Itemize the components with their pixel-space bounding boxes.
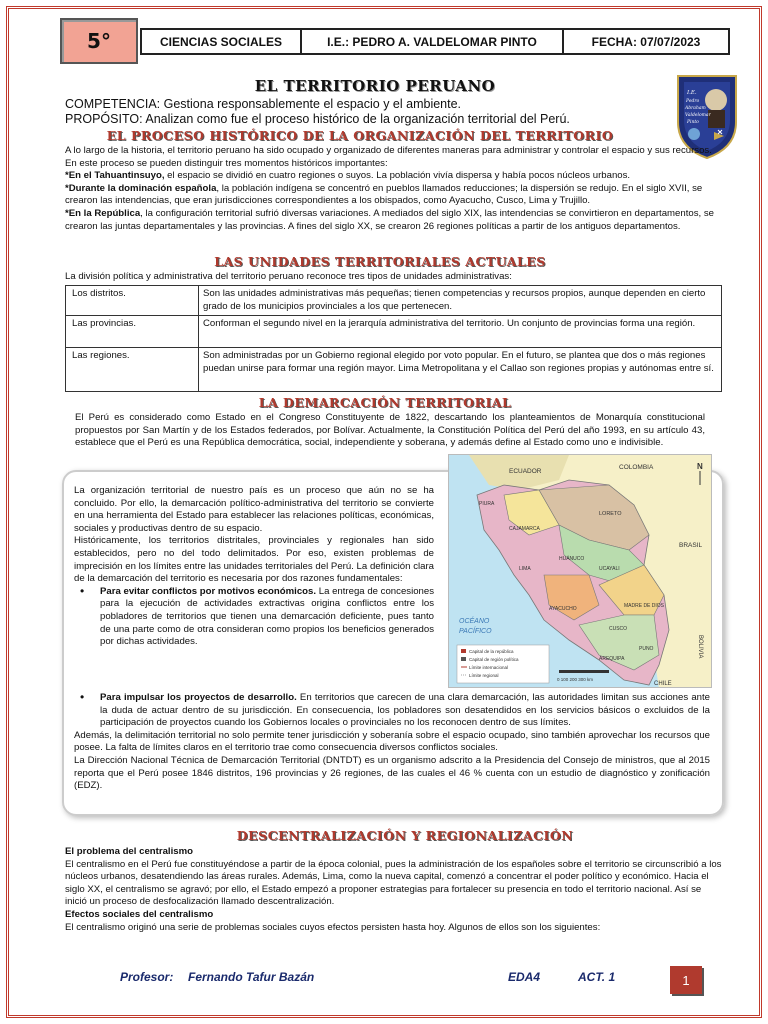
competencia-text: Gestiona responsablemente el espacio y el ambiente.	[160, 97, 462, 111]
demarcation-list-2	[74, 692, 710, 730]
svg-text:PUNO: PUNO	[639, 646, 654, 652]
section-title-historical: EL PROCESO HISTÓRICO DE LA ORGANIZACIÓN DEL TERRITORIO	[106, 128, 614, 143]
historical-item-2-text: , la población indígena se concentró en pueblos llamados reducciones; la dispersión se redujo. En el siglo XVII, se crearon las intendencias, que eran jurisdicciones correspondientes a los obispados, como Ayacucho, Cusco, Lima y Trujillo.	[65, 182, 703, 207]
svg-text:I.E.: I.E.	[687, 90, 697, 96]
centralism-heading: El problema del centralismo	[65, 846, 193, 857]
svg-text:Límite internacional: Límite internacional	[469, 665, 509, 670]
svg-text:Capital de la república: Capital de la república	[469, 649, 514, 654]
demarcation-intro: El Perú es considerado como Estado en el Congreso Constituyente de 1822, descartando los planteamientos de Monarquía constitucional propuestos por San Martín y de los Estados federados, por Bolívar. Actualmente, la Constitución Política del Perú del año 1993, en su artículo 43, establece que el Perú es una República democrática, social, independiente y soberana, y además define al Estado como uno e indivisible.	[75, 412, 705, 449]
svg-text:HUÁNUCO: HUÁNUCO	[559, 556, 585, 562]
reason-2-label: Para impulsar los proyectos de desarrollo.	[100, 692, 297, 703]
svg-text:CHILE: CHILE	[654, 681, 672, 687]
footer-eda: EDA4	[508, 970, 541, 984]
centralism-effects-heading: Efectos sociales del centralismo	[65, 908, 214, 920]
svg-text:PIURA: PIURA	[479, 501, 495, 507]
units-key: Las provincias.	[66, 316, 199, 348]
historical-item-1-label: *En el Tahuantinsuyo,	[65, 170, 165, 182]
header-bar	[140, 28, 730, 55]
svg-text:UCAYALI: UCAYALI	[599, 566, 620, 572]
historical-item-1	[65, 170, 725, 183]
svg-text:Pedro: Pedro	[686, 99, 700, 104]
section-title-demarcation: LA DEMARCACIÓN TERRITORIAL	[258, 395, 512, 410]
historical-intro: A lo largo de la historia, el territorio peruano ha sido ocupado y organizado de diferentes maneras para administrar y controlar el espacio y sus recursos. En este proceso se pueden distinguir tres momentos históricos importantes:	[65, 145, 712, 169]
proposito-line	[65, 112, 570, 126]
demarcation-p2: Históricamente, los territorios distritales, provinciales y regionales han sido establecidos, pero no del todo delimitados. Por eso, existen problemas de imprecisión en los límites entre las unidades territoriales del Perú. La definición clara de la demarcación del territorio es necesaria por dos razones fundamentales:	[74, 535, 434, 585]
reason-1-text: La entrega de concesiones para la ejecución de actividades extractivas origina conflictos entre los pobladores de territorios que tienen una demarcación deficiente, pues tanto de una parte como de otra consideran como propios los beneficios generados por dichas actividades.	[100, 585, 435, 648]
units-value: Conforman el segundo nivel en la jerarquía administrativa del territorio. Un conjunto de provincias forma una región.	[199, 316, 722, 348]
decentralization-body	[65, 846, 725, 934]
grade-badge	[60, 18, 138, 64]
units-table	[65, 285, 722, 392]
historical-item-3	[65, 208, 725, 233]
demarcation-p1: La organización territorial de nuestro país es un proceso que aún no se ha concluido. Por ello, la demarcación político-administrativa del territorio se convierte en una herramienta del Estado para establecer las relaciones políticas, económicas, sociales y productivas dentro de su espacio.	[74, 485, 434, 534]
historical-item-3-text: , la configuración territorial sufrió diversas variaciones. A mediados del siglo XIX, las intendencias se convirtieron en departamentos, se crearon las juntas departamentales y las provincias. A fines del siglo XX, se crearon 26 regiones políticas a partir de los antiguos departamentos.	[65, 207, 714, 232]
reason-2-text: En territorios que carecen de una clara demarcación, las autoridades limitan sus acciones ante la duda de actuar dentro de su jurisdicción. En consecuencia, los pobladores son desatendidos en los servicios básicos o excluidos de la participación de proyectos cuando los Gobiernos locales o provinciales no los reconocen dentro de sus límites.	[100, 692, 710, 729]
svg-text:Valdelomar: Valdelomar	[685, 113, 711, 118]
svg-text:PACÍFICO: PACÍFICO	[459, 628, 492, 635]
svg-text:BRASIL: BRASIL	[679, 542, 703, 549]
units-value: Son administradas por un Gobierno regional elegido por voto popular. En el futuro, se plantea que dos o más regiones puedan unirse para formar una región mayor. Lima Metropolitana y el Callao son regiones propias y autónomas entre sí.	[199, 348, 722, 392]
svg-text:LORETO: LORETO	[599, 511, 622, 517]
reason-1-label: Para evitar conflictos por motivos económicos.	[100, 585, 317, 597]
demarcation-p3: Además, la delimitación territorial no solo permite tener jurisdicción y soberanía sobre el espacio ocupado, sino también aprovechar los recursos que posee. La falta de límites claros en el territorio trae como consecuencia diversos conflictos sociales.	[74, 729, 710, 754]
table-row	[66, 316, 722, 348]
footer-teacher-label: Profesor:	[120, 970, 174, 984]
svg-text:0 100 200 300 km: 0 100 200 300 km	[557, 677, 594, 682]
proposito-text: Analizan como fue el proceso histórico de la organización territorial del Perú.	[142, 112, 570, 126]
section-title-units: LAS UNIDADES TERRITORIALES ACTUALES	[214, 254, 546, 269]
historical-item-3-label: *En la República	[65, 207, 141, 219]
date-cell: FECHA: 07/07/2023	[591, 34, 701, 49]
svg-text:Límite regional: Límite regional	[469, 673, 499, 678]
historical-item-2-label: *Durante la dominación española	[65, 182, 217, 194]
page-title: EL TERRITORIO PERUANO	[254, 77, 496, 95]
footer-activity: ACT. 1	[578, 970, 616, 984]
competencia-label: COMPETENCIA:	[65, 97, 161, 111]
svg-text:OCÉANO: OCÉANO	[459, 618, 490, 625]
list-item	[74, 692, 710, 730]
units-intro: La división política y administrativa del territorio peruano reconoce tres tipos de unidades administrativas:	[65, 271, 512, 282]
units-key: Las regiones.	[66, 348, 199, 392]
demarcation-p4: La Dirección Nacional Técnica de Demarcación Territorial (DNTDT) es un organismo adscrito a la Presidencia del Consejo de ministros, que al 2015 reporta que el Perú posee 1846 distritos, 196 provincias y 26 regiones, de las cuales el 46 % cuenta con un estudio de diagnóstico y zonificación (EDZ).	[74, 754, 710, 792]
svg-text:Capital de región política: Capital de región política	[469, 657, 519, 662]
list-item	[74, 586, 434, 649]
school-cell: I.E.: PEDRO A. VALDELOMAR PINTO	[302, 30, 564, 53]
historical-item-1-text: el espacio se dividió en cuatro regiones o suyos. La población vivía dispersa y había pocos núcleos urbanos.	[164, 170, 631, 182]
table-row	[66, 286, 722, 316]
subject-cell: CIENCIAS SOCIALES	[142, 30, 302, 53]
svg-text:Abraham: Abraham	[685, 106, 706, 111]
units-value: Son las unidades administrativas más pequeñas; tienen competencias y recursos propios, aunque dependen en cierto grado de los municipios provinciales a los que pertenecen.	[199, 286, 722, 316]
country-label-ecuador: ECUADOR	[509, 468, 542, 475]
svg-text:MADRE DE DIOS: MADRE DE DIOS	[624, 603, 665, 609]
demarcation-left-column	[74, 485, 434, 649]
svg-text:AYACUCHO: AYACUCHO	[549, 606, 577, 612]
svg-text:CAJAMARCA: CAJAMARCA	[509, 526, 540, 532]
svg-text:BOLIVIA: BOLIVIA	[697, 635, 703, 659]
units-key: Los distritos.	[66, 286, 199, 316]
svg-text:LIMA: LIMA	[519, 566, 531, 572]
svg-text:COLOMBIA: COLOMBIA	[619, 464, 654, 471]
historical-item-2	[65, 183, 725, 208]
competencia-line	[65, 97, 461, 111]
section-historical-body	[65, 145, 725, 233]
svg-text:Pinto: Pinto	[687, 120, 699, 125]
svg-text:N: N	[697, 462, 703, 471]
proposito-label: PROPÓSITO:	[65, 112, 143, 126]
svg-text:AREQUIPA: AREQUIPA	[599, 656, 625, 662]
demarcation-list	[74, 586, 434, 649]
peru-political-map	[448, 454, 712, 688]
centralism-paragraph: El centralismo en el Perú fue constituyéndose a partir de la época colonial, pues la administración de los españoles sobre el territorio se circunscribió a los núcleos urbanos, desatendiendo las áreas rurales. Además, Lima, como la nueva capital, comenzó a concentrar el poder político y económico. Hacia el siglo XX, el centralismo se agravó; por ello, el Estado empezó a proponer estrategias para fortalecer su presencia en todo el territorio nacional. Así se inició un proceso de desfocalización llamado descentralización.	[65, 858, 722, 908]
page-number: 1	[670, 966, 702, 994]
grade-label: 5°	[87, 29, 111, 53]
svg-text:CUSCO: CUSCO	[609, 626, 628, 632]
table-row	[66, 348, 722, 392]
section-title-decentralization: DESCENTRALIZACIÓN Y REGIONALIZACIÓN	[236, 828, 574, 843]
centralism-effects-paragraph: El centralismo originó una serie de problemas sociales cuyos efectos persisten hasta hoy. Algunos de ellos son los siguientes:	[65, 921, 601, 933]
footer-teacher-name: Fernando Tafur Bazán	[188, 970, 315, 984]
demarcation-bottom	[74, 692, 710, 793]
